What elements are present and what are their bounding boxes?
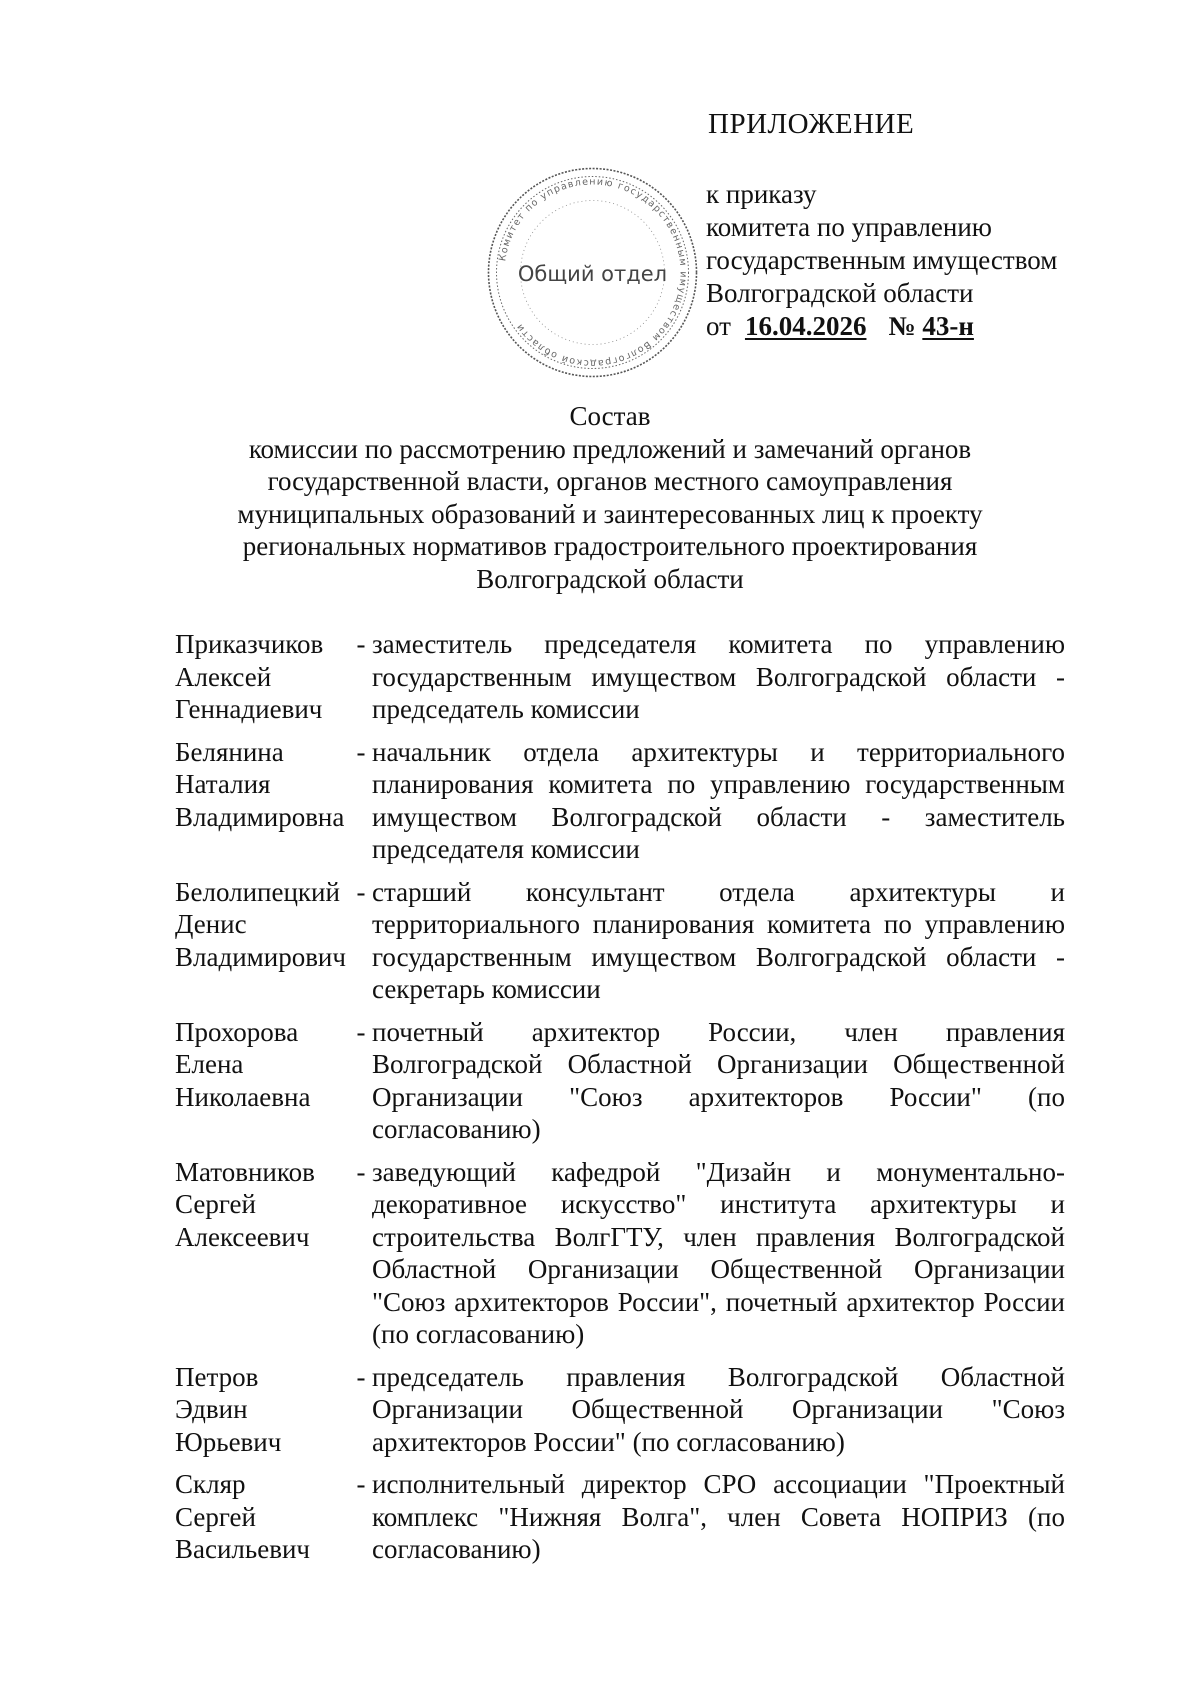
member-name: Приказчиков Алексей Геннадиевич <box>175 629 324 724</box>
list-item <box>175 1016 1065 1146</box>
appendix-line: Волгоградской области <box>706 278 974 308</box>
heading-line: муниципальных образований и заинтересованных лиц к проекту <box>237 498 983 529</box>
heading-line: региональных нормативов градостроительного проектирования <box>242 531 978 561</box>
list-item <box>175 736 1065 866</box>
appendix-line: государственным имуществом <box>706 245 1058 275</box>
member-role: старший консультант отдела архитектуры и территориального планирования комитета по управлению государственным имуществом Волгоградской области - секретарь комиссии <box>372 876 1065 1004</box>
member-name: Скляр Сергей Васильевич <box>175 1469 310 1564</box>
dash: - <box>356 1469 366 1499</box>
heading-line: Волгоградской области <box>476 563 744 594</box>
member-role: начальник отдела архитектуры и территориального планирования комитета по управлению государственным имуществом Волгоградской области - заместитель председателя комиссии <box>372 736 1065 864</box>
list-item <box>175 1468 1065 1566</box>
commission-heading <box>150 400 1070 595</box>
number-prefix: № <box>888 311 916 341</box>
member-name: Белолипецкий Денис Владимирович <box>175 876 346 972</box>
heading-title: Состав <box>569 401 651 431</box>
member-role: председатель правления Волгоградской Областной Организации Общественной Организации "Союз архитекторов России" (по согласованию) <box>372 1361 1065 1457</box>
member-name: Белянина Наталия Владимировна <box>175 736 345 832</box>
member-role: почетный архитектор России, член правления Волгоградской Областной Организации Общественной Организации "Союз архитекторов России" (по согласованию) <box>372 1016 1065 1144</box>
member-role: исполнительный директор СРО ассоциации "Проектный комплекс "Нижняя Волга", член Совета НОПРИЗ (по согласованию) <box>372 1469 1065 1564</box>
list-item <box>175 1361 1065 1459</box>
member-role: заместитель председателя комитета по управлению государственным имуществом Волгоградской области - председатель комиссии <box>372 629 1065 724</box>
date-prefix: от <box>706 311 731 341</box>
stamp-ring-text: Комитет по управлению государственным имуществом Волгоградской области <box>497 176 689 369</box>
appendix-block <box>706 178 1057 343</box>
order-date-number <box>706 310 1057 343</box>
dash: - <box>356 1361 366 1392</box>
dash: - <box>356 876 366 907</box>
list-item <box>175 1156 1065 1351</box>
member-name: Петров Эдвин Юрьевич <box>175 1361 282 1457</box>
official-stamp <box>480 160 705 385</box>
heading-line: государственной власти, органов местного самоуправления <box>267 466 953 496</box>
stamp-center-text: Общий отдел <box>517 262 668 286</box>
member-role: заведующий кафедрой "Дизайн и монументально-декоративное искусство" института архитектуры и строительства ВолгГТУ, член правления Волгоградской Областной Организации Общественной Организации "Союз архитекторов России", почетный архитектор России (по согласованию) <box>372 1156 1065 1349</box>
list-item <box>175 876 1065 1006</box>
dash: - <box>356 629 366 659</box>
order-number: 43-н <box>922 311 974 341</box>
dash: - <box>356 1016 366 1047</box>
appendix-title: ПРИЛОЖЕНИЕ <box>708 108 915 140</box>
order-date: 16.04.2026 <box>744 311 867 341</box>
list-item <box>175 628 1065 726</box>
dash: - <box>356 736 366 767</box>
members-list <box>175 628 1065 1576</box>
dash: - <box>356 1156 366 1187</box>
appendix-line: комитета по управлению <box>706 212 992 242</box>
member-name: Прохорова Елена Николаевна <box>175 1016 311 1112</box>
heading-line: комиссии по рассмотрению предложений и замечаний органов <box>248 433 972 464</box>
member-name: Матовников Сергей Алексеевич <box>175 1156 315 1252</box>
appendix-line: к приказу <box>706 179 817 209</box>
